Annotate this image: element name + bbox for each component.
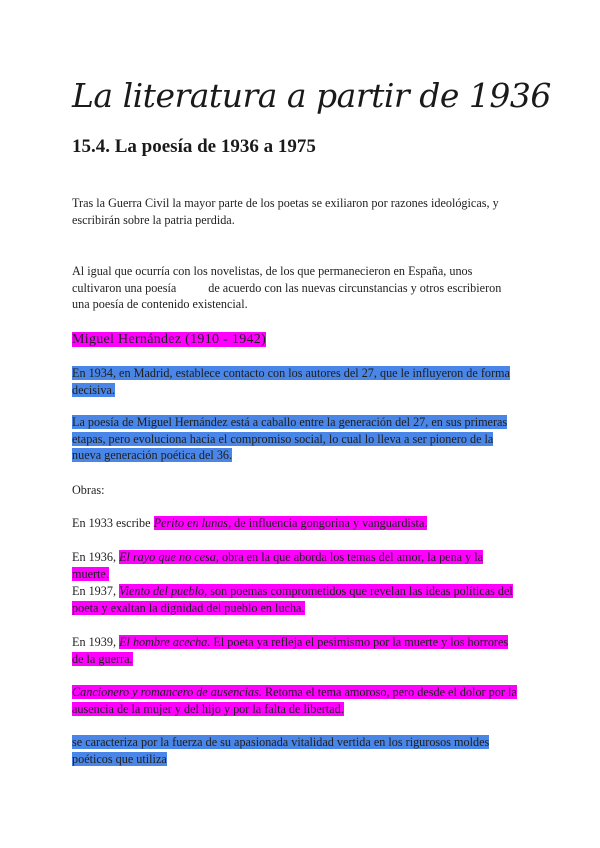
- paragraph-novelists-part2: de acuerdo con las nuevas circunstancias y otros escribieron una poesía de contenido existencial.: [72, 280, 502, 311]
- work-highlight: [72, 635, 508, 666]
- work-prefix: En 1933 escribe: [72, 516, 154, 530]
- page-title: La literatura a partir de 1936: [72, 76, 551, 115]
- work-highlight: [72, 685, 517, 716]
- closing-text: se caracteriza por la fuerza de su apasionada vitalidad vertida en los rigurosos moldes poéticos que utiliza: [72, 735, 490, 766]
- work-highlight: [72, 584, 513, 615]
- work-title: Perito en lunas: [153, 516, 229, 530]
- intro-paragraph: Tras la Guerra Civil la mayor parte de los poetas se exiliaron por razones ideológicas, y escribirán sobre la patria perdida.: [72, 196, 499, 227]
- paragraph-novelists-part1: Al igual que ocurría con los novelistas, de los que permanecieron en España, unos cultivaron una poesía: [72, 264, 473, 295]
- section-heading: 15.4. La poesía de 1936 a 1975: [72, 136, 316, 157]
- author-heading: [72, 330, 266, 349]
- bio-1-text: En 1934, en Madrid, establece contacto con los autores del 27, que le influyeron de forma decisiva.: [72, 366, 510, 397]
- work-prefix: En 1936,: [72, 550, 120, 564]
- work-highlight: [72, 550, 483, 581]
- work-title: El hombre acecha.: [119, 635, 211, 649]
- work-description: Retoma el tema amoroso, pero desde el dolor por la ausencia de la mujer y del hijo y por la falta de libertad.: [72, 685, 517, 716]
- work-highlight: [154, 516, 428, 530]
- work-item: [72, 549, 520, 582]
- work-prefix: En 1937,: [72, 584, 120, 598]
- work-item: [72, 583, 520, 616]
- work-title: El rayo que no cesa: [119, 550, 216, 564]
- work-item: [72, 634, 520, 667]
- work-prefix: En 1939,: [72, 635, 120, 649]
- work-description: El poeta ya refleja el pesimismo por la muerte y los horrores de la guerra.: [72, 635, 509, 666]
- work-title: Cancionero y romancero de ausencias.: [72, 685, 262, 699]
- work-description: , de influencia gongorina y vanguardista.: [228, 516, 428, 530]
- works-label: Obras:: [72, 483, 105, 497]
- work-item: [72, 684, 520, 717]
- author-heading-text: Miguel Hernández (1910 - 1942): [72, 332, 267, 347]
- work-description: , obra en la que aborda los temas del amor, la pena y la muerte.: [72, 550, 484, 581]
- work-description: , son poemas comprometidos que revelan las ideas políticas del poeta y exaltan la dignidad del pueblo en lucha.: [72, 584, 513, 615]
- paragraph-novelists: [72, 263, 520, 313]
- work-item: [72, 515, 520, 532]
- closing-paragraph: [72, 734, 520, 767]
- bio-paragraph-2: [72, 414, 520, 464]
- bio-2-text: La poesía de Miguel Hernández está a caballo entre la generación del 27, en sus primeras etapas, pero evoluciona hacia el compromiso social, lo cual lo lleva a ser pionero de la nueva generación poética del 36.: [72, 415, 508, 462]
- work-title: Viento del pueblo: [119, 584, 205, 598]
- bio-paragraph-1: [72, 365, 520, 398]
